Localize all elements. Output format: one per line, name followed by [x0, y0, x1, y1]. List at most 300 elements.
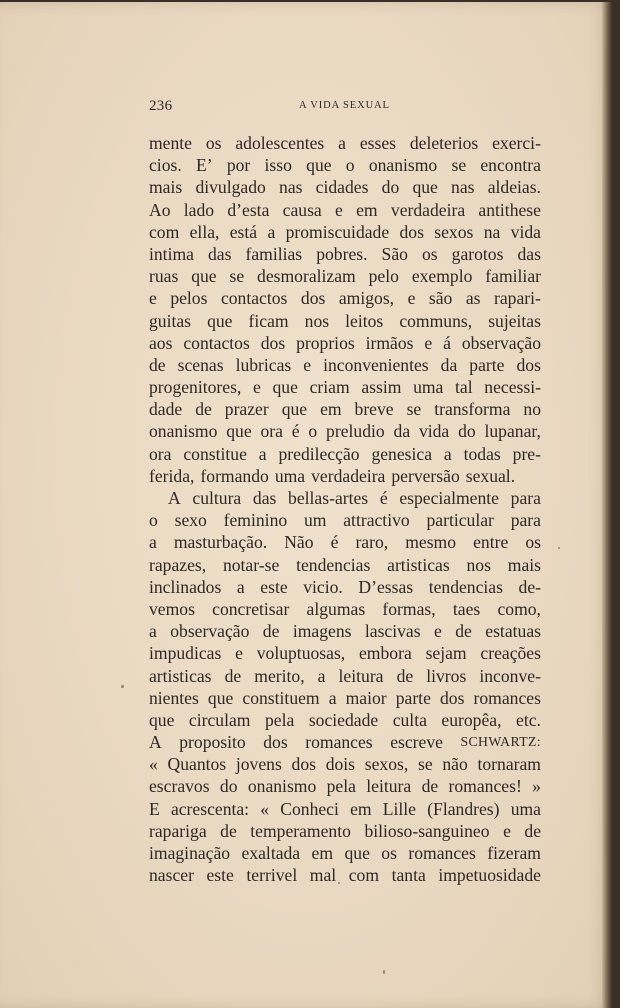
word: leitura: [366, 776, 412, 797]
word: onanismo: [149, 421, 218, 442]
word: á: [443, 332, 451, 353]
book-page: [0, 2, 612, 1008]
word: não: [442, 754, 468, 775]
word: sexos,: [364, 754, 409, 775]
word: ficam: [248, 310, 289, 331]
word: se: [406, 399, 422, 420]
text-line: [149, 775, 541, 797]
page-number: 236: [149, 98, 173, 114]
word: communs,: [399, 310, 473, 331]
word: este: [206, 865, 234, 886]
word: que: [272, 377, 298, 398]
word: esses: [359, 133, 396, 153]
word: os: [381, 843, 397, 863]
word: ruas: [149, 266, 179, 287]
word: cidades: [315, 177, 369, 198]
word: raro,: [355, 532, 389, 553]
word: e: [434, 621, 442, 642]
word: imaginação: [149, 843, 231, 863]
word: sejam: [425, 643, 467, 664]
text-line: [149, 687, 541, 709]
paper-speck: [383, 970, 385, 974]
word: por: [226, 155, 251, 176]
word: rapazes,: [149, 554, 207, 575]
word: genesica: [371, 443, 433, 464]
word: encontra: [480, 155, 541, 176]
word: este: [260, 576, 288, 597]
word: Lille: [382, 798, 416, 819]
word: desmoralizam: [257, 266, 356, 287]
word: em: [320, 399, 342, 420]
word: romances: [473, 687, 541, 708]
word: livros: [426, 665, 467, 686]
word: parte: [469, 354, 505, 375]
word: o: [345, 155, 355, 176]
word: é: [291, 421, 300, 442]
word: Conheci: [280, 798, 339, 819]
word: romances: [408, 843, 476, 863]
text-line: [149, 354, 541, 376]
word: leitos: [345, 310, 384, 331]
word: lubricas: [235, 354, 292, 375]
word: dos: [439, 687, 465, 708]
word: lado: [183, 199, 215, 220]
text-line: [149, 465, 541, 487]
word: SCHWARTZ:: [460, 734, 541, 750]
paper-speck: [558, 547, 560, 549]
word: de: [149, 354, 166, 375]
word: que: [226, 421, 252, 442]
word: progenitores,: [149, 377, 242, 398]
word: proposito: [179, 732, 246, 753]
word: nas: [451, 177, 475, 198]
word: feminino: [223, 510, 288, 531]
word: proprios: [296, 332, 355, 353]
word: com: [348, 865, 380, 886]
word: para: [510, 510, 541, 531]
word: particular: [426, 510, 494, 531]
word: da: [393, 421, 411, 442]
word: pela: [264, 709, 295, 730]
running-head: [149, 98, 541, 118]
word: tornaram: [477, 754, 541, 775]
word: a: [328, 687, 337, 708]
word: do: [381, 177, 400, 198]
paper-speck: [121, 685, 124, 688]
word: E: [149, 798, 160, 819]
word: vicio.: [303, 576, 343, 597]
word: são: [428, 288, 453, 309]
word: São: [381, 243, 408, 264]
word: constitue: [183, 443, 247, 464]
word: que: [149, 709, 175, 730]
word: o: [149, 510, 158, 531]
word: dos: [300, 288, 326, 309]
word: que: [344, 843, 370, 863]
word: breve: [354, 399, 394, 420]
word: das: [517, 243, 541, 264]
word: nascer: [149, 865, 194, 886]
word: de-: [518, 576, 541, 597]
word: promiscuidade: [285, 221, 390, 242]
word: das: [252, 488, 277, 508]
word: mais: [149, 177, 183, 198]
body-text: [149, 132, 541, 886]
word: que: [207, 310, 233, 331]
word: rapari-: [494, 288, 541, 309]
word: vida: [418, 421, 450, 442]
word: sexual.: [465, 465, 516, 486]
word: culta: [392, 709, 427, 730]
word: inclinados: [149, 576, 222, 597]
word: sujeitas: [488, 310, 541, 331]
text-line: [149, 332, 541, 354]
text-line: [149, 487, 541, 509]
word: das: [208, 243, 232, 264]
word: com: [149, 221, 180, 242]
page-edge: [602, 2, 612, 1008]
word: e: [503, 820, 511, 841]
word: e: [303, 354, 312, 375]
word: merito,: [254, 665, 305, 686]
word: tendencias: [428, 576, 503, 597]
word: irmãos: [365, 332, 414, 353]
word: bilioso-sanguineo: [364, 820, 490, 841]
word: concretisar: [212, 598, 290, 619]
word: perversão: [391, 465, 460, 486]
word: escreve: [390, 732, 443, 753]
word: do: [458, 421, 476, 442]
word: A: [168, 488, 181, 508]
word: cultura: [192, 488, 242, 508]
word: verdadeira: [311, 465, 386, 486]
word: formas,: [382, 598, 436, 619]
word: romances!: [448, 776, 522, 797]
word: «: [149, 754, 158, 775]
word: terrivel: [246, 865, 298, 886]
word: masturbação.: [173, 532, 268, 553]
text-line: [149, 753, 541, 775]
word: a: [149, 532, 157, 553]
word: notar-se: [222, 554, 280, 575]
word: «: [260, 798, 270, 819]
word: as: [465, 288, 481, 309]
word: pela: [326, 776, 356, 797]
text-line: [149, 310, 541, 332]
text-line: [149, 287, 541, 309]
text-line: [149, 820, 541, 842]
word: onanismo: [368, 155, 438, 176]
word: (Flandres): [427, 798, 500, 819]
word: pelo: [368, 266, 399, 287]
word: mais: [507, 554, 541, 575]
word: exaltada: [241, 843, 301, 863]
word: a: [267, 221, 276, 242]
word: aldeias.: [487, 177, 541, 198]
word: verdadeira: [390, 199, 466, 220]
text-line: [149, 864, 541, 886]
text-line: [149, 665, 541, 687]
word: está: [229, 221, 258, 242]
word: attractivo: [343, 510, 410, 531]
word: mal: [309, 865, 337, 886]
word: de: [524, 820, 541, 841]
word: familias: [245, 243, 303, 264]
text-line: [149, 420, 541, 442]
word: de: [455, 621, 472, 642]
word: constituem: [242, 687, 320, 708]
word: e: [149, 288, 157, 309]
word: dos: [260, 332, 286, 353]
word: familiar: [485, 266, 541, 287]
word: em: [350, 798, 372, 819]
word: criam: [309, 377, 350, 398]
word: de: [421, 776, 439, 797]
word: que: [412, 177, 438, 198]
word: dos: [516, 354, 541, 375]
word: predilecção: [278, 443, 360, 464]
word: pre-: [512, 443, 541, 464]
word: no: [523, 399, 541, 420]
word: especialmente: [399, 488, 499, 508]
word: e: [253, 377, 261, 398]
text-line: [149, 576, 541, 598]
word: nas: [279, 177, 303, 198]
word: se: [229, 266, 245, 287]
word: romances: [305, 732, 373, 753]
word: ella,: [189, 221, 220, 242]
text-line: [149, 443, 541, 465]
word: de: [396, 665, 414, 686]
word: antithese: [478, 199, 541, 220]
word: mente: [149, 133, 192, 153]
text-line: [149, 265, 541, 287]
word: um: [303, 510, 327, 531]
word: a: [338, 133, 346, 153]
word: E’: [195, 155, 213, 176]
word: imagens: [292, 621, 352, 642]
word: sexos: [434, 221, 474, 242]
word: algumas: [306, 598, 366, 619]
word: se: [417, 754, 433, 775]
text-line: [149, 176, 541, 198]
word: nientes: [149, 687, 199, 708]
word: artisticas: [387, 554, 450, 575]
text-line: [149, 798, 541, 820]
word: rapariga: [149, 820, 207, 841]
text-line: [149, 398, 541, 420]
word: a: [443, 443, 452, 464]
word: ora: [260, 421, 283, 442]
word: transforma: [434, 399, 511, 420]
word: europêa,: [441, 709, 502, 730]
word: exemplo: [411, 266, 473, 287]
word: maior: [345, 687, 387, 708]
word: mesmo: [405, 532, 457, 553]
text-line: [149, 154, 541, 176]
word: deleterios: [409, 133, 479, 153]
word: isso: [264, 155, 292, 176]
word: os: [205, 133, 222, 153]
text-line: [149, 221, 541, 243]
text-line: [149, 598, 541, 620]
word: exerci-: [492, 133, 541, 153]
word: voluptuosas,: [256, 643, 346, 664]
word: preludio: [326, 421, 385, 442]
word: tendencias: [296, 554, 371, 575]
word: que: [207, 687, 234, 708]
word: Quantos: [167, 754, 227, 775]
text-line: [149, 376, 541, 398]
word: que: [306, 155, 332, 176]
text-line: [149, 731, 541, 753]
word: impudicas: [149, 643, 222, 664]
word: sociedade: [308, 709, 379, 730]
word: contactos: [183, 332, 250, 353]
word: de: [262, 621, 280, 642]
word: observação: [170, 621, 250, 642]
word: embora: [359, 643, 412, 664]
word: dade: [149, 399, 183, 420]
text-line: [149, 243, 541, 265]
word: onanismo: [247, 776, 317, 797]
word: uma: [274, 465, 306, 486]
word: observação: [461, 332, 541, 353]
text-line: [149, 509, 541, 531]
word: intima: [149, 243, 194, 264]
word: sexo: [174, 510, 207, 531]
word: inconvenientes: [323, 354, 429, 375]
word: escravos: [149, 776, 210, 797]
text-line: [149, 709, 541, 731]
word: inconve-: [479, 665, 541, 686]
text-line: [149, 642, 541, 664]
word: cios.: [149, 155, 182, 176]
word: a: [149, 621, 157, 642]
word: tanta: [391, 865, 426, 886]
word: a: [236, 576, 245, 597]
word: »: [532, 776, 541, 797]
word: formando: [200, 465, 269, 486]
word: adolescentes: [235, 133, 325, 153]
word: e: [235, 643, 243, 664]
word: do: [219, 776, 238, 797]
word: d’esta: [227, 199, 270, 220]
word: os: [421, 243, 438, 264]
word: taes: [452, 598, 481, 619]
word: dos: [399, 221, 424, 242]
word: scenas: [177, 354, 224, 375]
word: Não: [284, 532, 314, 553]
word: vida: [510, 221, 541, 242]
word: D’essas: [358, 576, 414, 597]
word: leitura: [338, 665, 384, 686]
word: circulam: [188, 709, 251, 730]
word: que: [191, 266, 217, 287]
word: se: [451, 155, 467, 176]
word: para: [510, 488, 541, 508]
word: parte: [395, 687, 431, 708]
word: na: [483, 221, 501, 242]
word: Ao: [149, 199, 171, 220]
word: e: [407, 288, 416, 309]
word: aos: [149, 332, 173, 353]
word: dos: [263, 732, 288, 753]
running-title: A VIDA SEXUAL: [299, 100, 390, 111]
word: entre: [473, 532, 509, 553]
word: em: [356, 199, 378, 220]
word: todas: [463, 443, 501, 464]
word: vemos: [149, 598, 195, 619]
word: creações: [480, 643, 541, 664]
word: que: [281, 399, 308, 420]
word: lupanar,: [484, 421, 541, 442]
word: é: [379, 488, 388, 508]
word: de: [220, 820, 237, 841]
word: pobres.: [316, 243, 368, 264]
word: como,: [497, 598, 541, 619]
word: e: [424, 332, 433, 353]
word: é: [330, 532, 339, 553]
word: amigos,: [338, 288, 395, 309]
word: uma: [510, 798, 541, 819]
word: artisticas: [149, 665, 212, 686]
word: dois: [325, 754, 356, 775]
word: causa: [282, 199, 322, 220]
word: o: [308, 421, 318, 442]
word: ora: [149, 443, 172, 464]
text-line: [149, 620, 541, 642]
word: acrescenta:: [170, 798, 250, 819]
word: divulgado: [195, 177, 266, 198]
word: dos: [291, 754, 316, 775]
word: jovens: [235, 754, 282, 775]
word: da: [440, 354, 458, 375]
paper-speck: [338, 882, 340, 884]
word: prazer: [224, 399, 269, 420]
text-line: [149, 554, 541, 576]
word: impetuosidade: [438, 865, 541, 886]
text-line: [149, 531, 541, 553]
word: necessi-: [484, 377, 541, 398]
word: A: [149, 732, 162, 753]
word: contactos: [220, 288, 288, 309]
word: etc.: [516, 709, 541, 730]
word: a: [258, 443, 267, 464]
word: lascivas: [364, 621, 421, 642]
word: tal: [455, 377, 473, 398]
word: de: [195, 399, 212, 420]
text-line: [149, 132, 541, 154]
word: nos: [304, 310, 330, 331]
word: temperamento: [250, 820, 351, 841]
word: estatuas: [485, 621, 541, 642]
word: em: [311, 843, 334, 863]
word: bellas-artes: [288, 488, 369, 508]
word: e: [335, 199, 343, 220]
word: pelos: [170, 288, 208, 309]
text-line: [149, 199, 541, 221]
word: fizeram: [487, 843, 541, 863]
word: uma: [413, 377, 444, 398]
word: guitas: [149, 310, 192, 331]
word: ferida,: [149, 465, 195, 486]
word: de: [224, 665, 242, 686]
text-line: [149, 842, 541, 864]
word: os: [525, 532, 541, 553]
word: nos: [466, 554, 491, 575]
word: a: [317, 665, 326, 686]
